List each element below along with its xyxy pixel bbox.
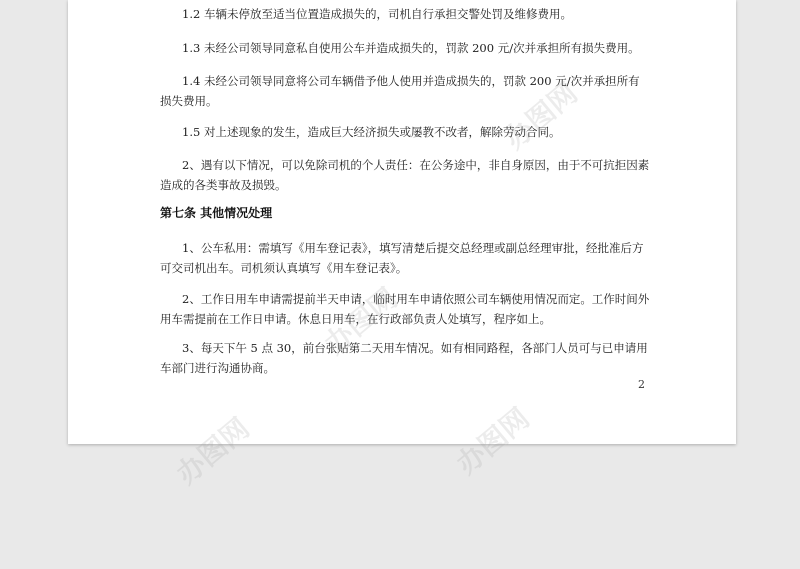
paragraph-1-4: 1.4 未经公司领导同意将公司车辆借予他人使用并造成损失的，罚款 200 元/次并承担所有损失费用。 — [160, 74, 640, 108]
watermark: 办图网 — [170, 411, 256, 491]
section-paragraph-1: 1、公车私用：需填写《用车登记表》，填写清楚后提交总经理或副总经理审批，经批准后方可交司机出车。司机须认真填写《用车登记表》。 — [160, 241, 644, 275]
watermark: 办图网 — [318, 281, 404, 361]
section-heading: 第七条 其他情况处理 — [160, 206, 273, 220]
page-number: 2 — [638, 378, 645, 391]
paragraph-1-5: 1.5 对上述现象的发生，造成巨大经济损失或屡教不改者，解除劳动合同。 — [182, 125, 561, 139]
paragraph-1-2: 1.2 车辆未停放至适当位置造成损失的，司机自行承担交警处罚及维修费用。 — [182, 7, 572, 21]
paragraph-1-3: 1.3 未经公司领导同意私自使用公车并造成损失的，罚款 200 元/次并承担所有损失费用。 — [182, 41, 640, 55]
section-paragraph-3: 3、每天下午 5 点 30，前台张贴第二天用车情况。如有相同路程，各部门人员可与已申请用车部门进行沟通协商。 — [160, 341, 648, 375]
watermark: 办图网 — [498, 76, 584, 156]
section-paragraph-2: 2、工作日用车申请需提前半天申请，临时用车申请依照公司车辆使用情况而定。工作时间外用车需提前在工作日申请。休息日用车，在行政部负责人处填写，程序如上。 — [160, 292, 650, 326]
document-page — [68, 0, 736, 444]
paragraph-2: 2、遇有以下情况，可以免除司机的个人责任：在公务途中，非自身原因，由于不可抗拒因素造成的各类事故及损毁。 — [160, 158, 650, 192]
